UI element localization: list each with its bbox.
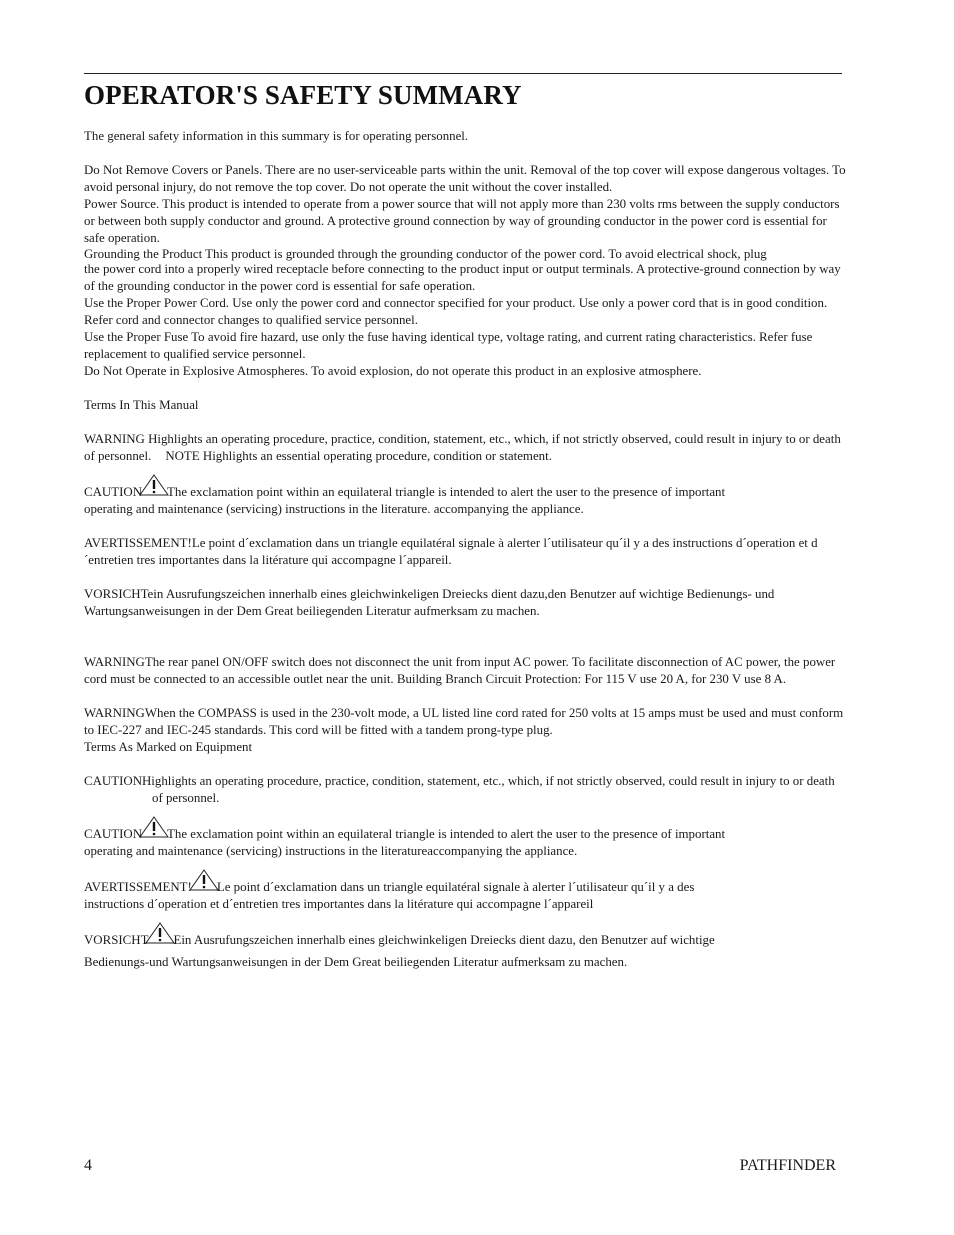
manual-warning-text: WARNING Highlights an operating procedure, practice, condition, statement, etc., which, if not strictly observed, could result in injury to or death of personnel. — [84, 432, 841, 463]
equipment-caution-label: CAUTION — [84, 827, 143, 841]
warning-triangle-icon — [189, 869, 219, 891]
power-source: Power Source. This product is intended to operate from a power source that will not apply more than 230 volts rms between the supply conductors or between both supply conductor and ground. A protective ground connection by way of grounding conductor in the power cord is essential for safe operation. — [84, 197, 840, 245]
intro-text: The general safety information in this summary is for operating personnel. — [84, 129, 469, 143]
manual-caution — [84, 474, 846, 518]
manual-avertissement: AVERTISSEMENT!Le point d´exclamation dans un triangle equilatéral signale à alerter l´utilisateur qu´il y a des instructions d´operation et d´entretien tres importantes dans la litérature qui accompagne l´appareil. — [84, 536, 818, 567]
compass-warning: WARNINGWhen the COMPASS is used in the 230-volt mode, a UL listed line cord rated for 250 volts at 15 amps must be used and must conform to IEC-227 and IEC-245 standards. This cord will be fitted with a tandem prong-type plug. — [84, 706, 844, 737]
switch-warning: WARNINGThe rear panel ON/OFF switch does not disconnect the unit from input AC power. To facilitate disconnection of AC power, the power cord must be connected to an accessible outlet near the unit. Building Branch Circuit Protection: For 115 V use 20 A, for 230 V use 8 A. — [84, 655, 836, 686]
explosive-atmospheres: Do Not Operate in Explosive Atmospheres. To avoid explosion, do not operate this product in an explosive atmosphere. — [84, 364, 702, 378]
equipment-avert-line-1: Le point d´exclamation dans un triangle equilatéral signale à alerter l´utilisateur qu´il y a des — [216, 880, 695, 894]
manual-caution-line-1: The exclamation point within an equilateral triangle is intended to alert the user to the presence of important — [167, 485, 726, 499]
warning-triangle-icon — [139, 474, 169, 496]
terms-manual-heading: Terms In This Manual — [84, 398, 199, 412]
manual-warning — [84, 431, 846, 465]
equipment-vorsicht-line-1: Ein Ausrufungszeichen innerhalb eines gleichwinkeligen Dreiecks dient dazu, den Benutzer auf wichtige — [173, 933, 715, 947]
warning-triangle-icon — [139, 816, 169, 838]
equipment-avertissement — [84, 869, 846, 913]
equipment-caution-line-1: The exclamation point within an equilateral triangle is intended to alert the user to the presence of important — [167, 827, 726, 841]
equipment-vorsicht-label: VORSICHT — [84, 933, 149, 947]
warning-triangle-icon — [145, 922, 175, 944]
terms-equipment-heading: Terms As Marked on Equipment — [84, 740, 253, 754]
manual-caution-label: CAUTION — [84, 485, 143, 499]
equipment-caution-tail: of personnel. — [152, 791, 220, 805]
product-name: PATHFINDER — [739, 1157, 836, 1174]
grounding-line-2: the power cord into a properly wired receptacle before connecting to the product input or output terminals. A protective-ground connection by way of the grounding conductor in the power cord is essential for safe operation. — [84, 262, 841, 293]
top-rule — [84, 73, 842, 74]
page-number: 4 — [84, 1157, 92, 1174]
equipment-vorsicht — [84, 922, 846, 971]
manual-vorsicht: VORSICHTein Ausrufungszeichen innerhalb eines gleichwinkeligen Dreiecks dient dazu,den Benutzer auf wichtige Bedienungs- und Wartungsanweisungen in der Dem Great beiliegenden Literatur aufmerksam zu machen. — [84, 587, 775, 618]
equipment-caution-line-2: operating and maintenance (servicing) instructions in the literatureaccompanying the appliance. — [84, 844, 578, 858]
equipment-caution-triangle — [84, 816, 846, 860]
safety-summary-body — [84, 128, 846, 971]
covers-warning: Do Not Remove Covers or Panels. There are no user-serviceable parts within the unit. Removal of the top cover will expose dangerous voltages. To avoid personal injury, do not remove the top cover. Do not operate the unit without the cover installed. — [84, 163, 846, 194]
manual-note-text: NOTE Highlights an essential operating procedure, condition or statement. — [165, 449, 552, 463]
power-cord: Use the Proper Power Cord. Use only the power cord and connector specified for your product. Use only a power cord that is in good condition. Refer cord and connector changes to qualified service personnel. — [84, 296, 828, 327]
manual-caution-line-2: operating and maintenance (servicing) instructions in the literature. accompanying the appliance. — [84, 502, 584, 516]
page-title: OPERATOR'S SAFETY SUMMARY — [84, 80, 522, 110]
equipment-avert-label: AVERTISSEMENT! — [84, 880, 192, 894]
equipment-caution-text: CAUTIONHighlights an operating procedure, practice, condition, statement, etc., which, if not strictly observed, could result in injury to or death — [84, 774, 835, 788]
proper-fuse: Use the Proper Fuse To avoid fire hazard, use only the fuse having identical type, voltage rating, and current rating characteristics. Refer fuse replacement to qualified service personnel. — [84, 330, 813, 361]
grounding-line-1: Grounding the Product This product is grounded through the grounding conductor of the power cord. To avoid electrical shock, plug — [84, 247, 767, 261]
equipment-vorsicht-line-2: Bedienungs-und Wartungsanweisungen in der Dem Great beiliegenden Literatur aufmerksam zu machen. — [84, 955, 628, 969]
equipment-avert-line-2: instructions d´operation et d´entretien tres importantes dans la litérature qui accompagne l´appareil — [84, 897, 594, 911]
equipment-caution — [84, 773, 846, 807]
